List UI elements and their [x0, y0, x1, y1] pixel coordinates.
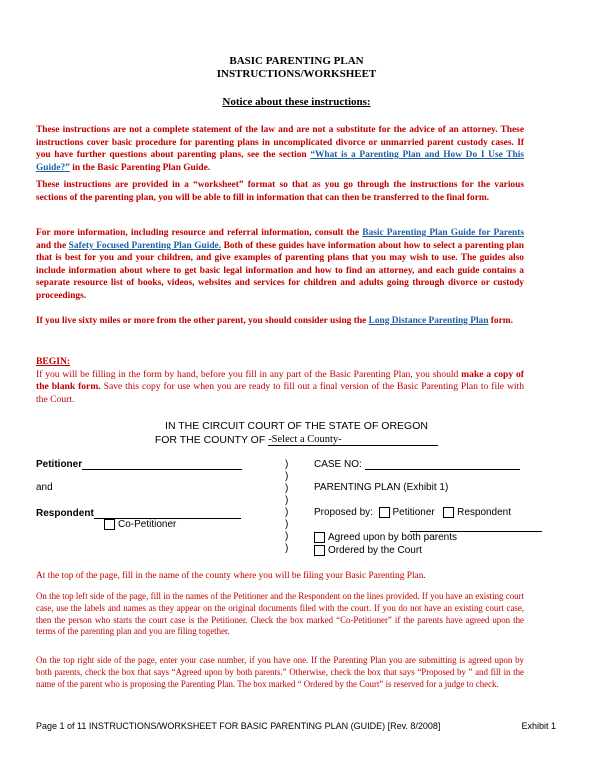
instruction-names: On the top left side of the page, fill in the names of the Petitioner and the Respondent on the lines provided. If you have an existing court case, use the labels and names as they appear on the original documents filed with the court. If you do not have an existing court case, then the person who starts the court case is the Petitioner. Check the box marked “Co-Petitioner” if the parents have agreed upon the terms of the parenting plan and you are filing together. [36, 591, 524, 637]
ordered-option[interactable] [314, 545, 422, 556]
petitioner-label: Petitioner [36, 459, 83, 470]
basic-guide-link[interactable]: Basic Parenting Plan Guide for Parents [362, 228, 524, 238]
case-no-input-line[interactable] [365, 458, 520, 470]
begin-text-end: Save this copy for use when you are ready to fill out a final version of the Basic Parenting Plan to file with the Court. [36, 381, 524, 405]
petitioner-field [36, 458, 242, 470]
proposed-respondent-label: Respondent [457, 507, 512, 519]
long-distance-plan-link[interactable]: Long Distance Parenting Plan [368, 316, 489, 326]
court-line-1: IN THE CIRCUIT COURT OF THE STATE OF OREGON [165, 420, 428, 432]
notice-heading: Notice about these instructions: [222, 96, 371, 108]
notice-p3-text-end: Both of these guides have information about how to select a parenting plan that is best for you and your children, and give examples of parenting plans that you may wish to use. The guides also include information about where to get basic legal information and how to find an attorney, and each guide contains a separate resource list of books, videos, websites and services for children and adults going through divorce or custody proceedings. [36, 240, 524, 301]
plan-title: PARENTING PLAN (Exhibit 1) [314, 482, 449, 493]
instruction-case-number: On the top right side of the page, enter your case number, if you have one. If the Parenting Plan you are submitting is agreed upon by both parents, check the box that says “Agreed upon by both parents.” Otherwise, check the box that says “Proposed by ” and fill in the name of the parent who is proposing the Parenting Plan. The box marked “ Ordered by the Court” is reserved for a judge to check. [36, 655, 524, 689]
respondent-input-line[interactable] [94, 507, 241, 519]
what-is-parenting-plan-link[interactable]: “What is a Parenting Plan and How Do I Use This Guide?” [36, 150, 524, 173]
notice-paragraph-3 [36, 227, 524, 303]
court-line-2 [0, 434, 593, 446]
co-petitioner-label: Co-Petitioner [118, 519, 177, 531]
ordered-label: Ordered by the Court [328, 545, 422, 557]
notice-p1-text-end: in the Basic Parenting Plan Guide. [69, 162, 211, 173]
agreed-checkbox[interactable] [314, 532, 325, 543]
respondent-field [36, 507, 241, 519]
footer-right: Exhibit 1 [521, 721, 556, 731]
proposed-petitioner-checkbox[interactable] [379, 507, 390, 518]
agreed-option[interactable] [314, 532, 457, 543]
notice-paragraph-2: These instructions are provided in a “worksheet” format so that as you go through the instructions for the various sections of the parenting plan, you will be able to fill in information that can then be transferred to the final form. [36, 180, 524, 203]
notice-paragraph-4 [36, 315, 524, 328]
notice-p3-and: and the [36, 240, 69, 251]
proposed-respondent-checkbox[interactable] [443, 507, 454, 518]
and-label: and [36, 482, 53, 493]
footer-left: Page 1 of 11 INSTRUCTIONS/WORKSHEET FOR BASIC PARENTING PLAN (GUIDE) [Rev. 8/2008] [36, 721, 441, 731]
notice-paragraph-1 [36, 124, 524, 174]
county-select[interactable] [268, 434, 438, 446]
begin-heading: BEGIN: [36, 356, 71, 367]
petitioner-input-line[interactable] [82, 458, 242, 470]
co-petitioner-checkbox[interactable] [104, 519, 115, 530]
co-petitioner-option[interactable] [104, 519, 176, 530]
notice-p1-text: These instructions are not a complete statement of the law and are not a substitute for the advice of an attorney. These instructions cover basic procedure for parenting plans in uncomplicated divorce or unmarried parent custody cases. If you have further questions about parenting plans, see the section [36, 125, 524, 161]
proposed-by-label: Proposed by: [314, 507, 373, 519]
proposed-by-row [314, 507, 511, 518]
case-no-label: CASE NO: [314, 459, 362, 470]
safety-guide-link[interactable]: Safety Focused Parenting Plan Guide. [68, 240, 222, 251]
document-title-line2: INSTRUCTIONS/WORKSHEET [216, 68, 377, 80]
document-title-line1: BASIC PARENTING PLAN [229, 55, 364, 67]
paren-divider: ) ) ) ) ) ) ) ) [285, 459, 289, 554]
notice-p4-text: If you live sixty miles or more from the other parent, you should consider using the [36, 316, 369, 326]
case-no-field [314, 458, 520, 470]
agreed-label: Agreed upon by both parents [328, 532, 457, 544]
county-select-value: -Select a County- [268, 434, 342, 445]
notice-p4-text-end: form. [488, 316, 513, 326]
county-prefix: FOR THE COUNTY OF [154, 434, 269, 446]
begin-section [36, 356, 524, 406]
instruction-county: At the top of the page, fill in the name of the county where you will be filing your Basic Parenting Plan. [36, 571, 426, 581]
page-footer [36, 721, 556, 731]
begin-text: If you will be filling in the form by hand, before you fill in any part of the Basic Parenting Plan, you should [36, 368, 462, 380]
proposed-petitioner-label: Petitioner [392, 507, 435, 519]
notice-p3-text: For more information, including resource and referral information, consult the [36, 228, 363, 238]
ordered-checkbox[interactable] [314, 545, 325, 556]
begin-text-bold: make a copy of the blank form. [36, 368, 524, 393]
respondent-label: Respondent [36, 508, 94, 519]
